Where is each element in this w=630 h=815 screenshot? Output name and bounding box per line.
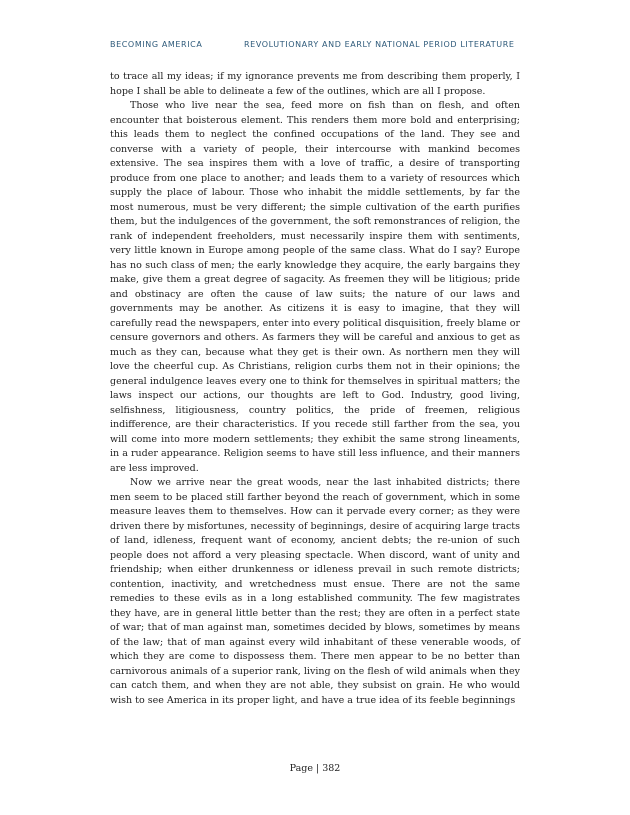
header-book-title: BECOMING AMERICA — [110, 40, 203, 49]
paragraph: Those who live near the sea, feed more on fish than on flesh, and often encounter that boisterous element. This renders them more bold and enterprising; this leads them to neglect the confined occupations of the land. They see and converse with a variety of people, their intercourse with mankind becomes extensive. The sea inspires them with a love of traffic, a desire of transporting produce from one place to another; and leads them to a variety of resources which supply the place of labour. Those who inhabit the middle settlements, by far the most numerous, must be very different; the simple cultivation of the earth purifies them, but the indulgences of the government, the soft remonstrances of religion, the rank of independent freeholders, must necessarily inspire them with sentiments, very little known in Europe among people of the same class. What do I say? Europe has no such class of men; the early knowledge they acquire, the early bargains they make, give them a great degree of sagacity. As freemen they will be litigious; pride and obstinacy are often the cause of law suits; the nature of our laws and governments may be another. As citizens it is easy to imagine, that they will carefully read the newspapers, enter into every political disquisition, freely blame or censure governors and others. As farmers they will be careful and anxious to get as much as they can, because what they get is their own. As northern men they will love the cheerful cup. As Christians, religion curbs them not in their opinions; the general indulgence leaves every one to think for themselves in spiritual matters; the laws inspect our actions, our thoughts are left to God. Industry, good living, selfishness, litigiousness, country politics, the pride of freemen, religious indifference, are their characteristics. If you recede still farther from the sea, you will come into more modern settlements; they exhibit the same strong lineaments, in a ruder appearance. Religion seems to have still less influence, and their manners are less improved. — [110, 100, 520, 474]
header-section-title: REVOLUTIONARY AND EARLY NATIONAL PERIOD LITERATURE — [244, 40, 515, 49]
paragraph: Now we arrive near the great woods, near the last inhabited districts; there men seem to be placed still farther beyond the reach of government, which in some measure leaves them to themselves. How can it pervade every corner; as they were driven there by misfortunes, necessity of beginnings, desire of acquiring large tracts of land, idleness, frequent want of economy, ancient debts; the re-union of such people does not afford a very pleasing spectacle. When discord, want of unity and friendship; when either drunkenness or idleness prevail in such remote districts; contention, inactivity, and wretchedness must ensue. There are not the same remedies to these evils as in a long established community. The few magistrates they have, are in general little better than the rest; they are often in a perfect state of war; that of man against man, sometimes decided by blows, sometimes by means of the law; that of man against every wild inhabitant of these venerable woods, of which they are come to dispossess them. There men appear to be no better than carnivorous animals of a superior rank, living on the flesh of wild animals when they can catch them, and when they are not able, they subsist on grain. He who would wish to see America in its proper light, and have a true idea of its feeble beginnings — [110, 477, 520, 706]
page-number: Page | 382 — [289, 763, 341, 774]
running-header — [110, 40, 520, 52]
body-text — [110, 70, 520, 708]
paragraph-continuation: to trace all my ideas; if my ignorance prevents me from describing them properly, I hope I shall be able to delineate a few of the outlines, which are all I propose. — [110, 71, 520, 97]
